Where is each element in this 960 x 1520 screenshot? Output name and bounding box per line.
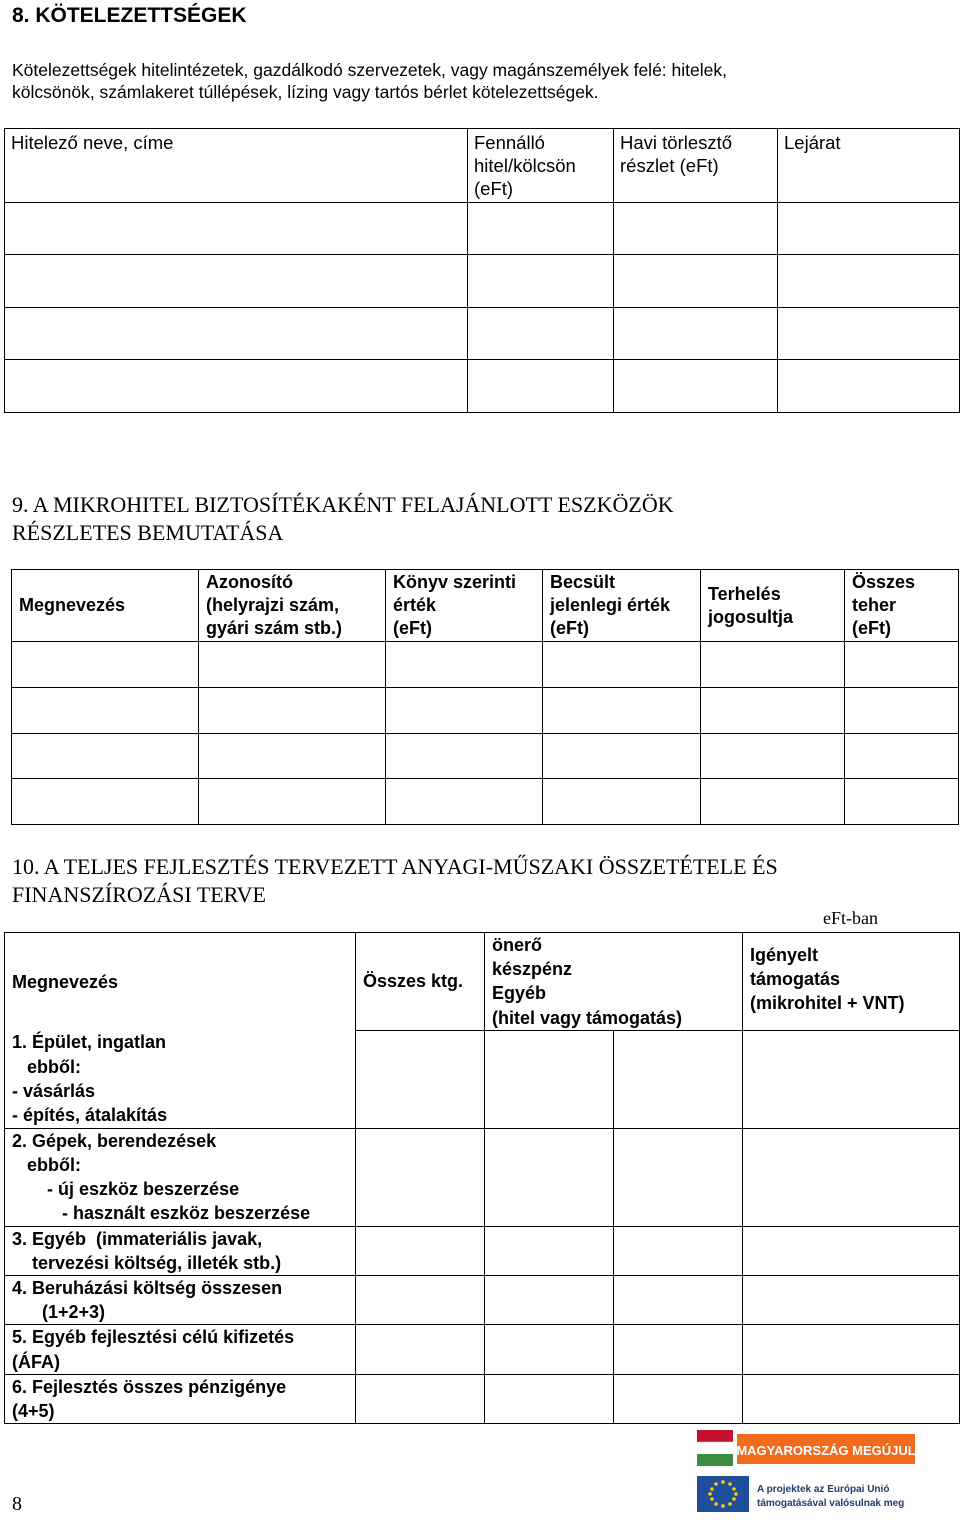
table-cell[interactable] (743, 1128, 960, 1226)
table-cell[interactable] (743, 1226, 960, 1275)
header-estimated-value: Becsült jelenlegi érték (eFt) (543, 570, 701, 642)
table-cell[interactable] (701, 688, 845, 734)
table-cell[interactable] (12, 734, 199, 779)
collateral-table (11, 569, 959, 825)
table-cell[interactable] (614, 255, 778, 308)
row-label-investment-total: 4. Beruházási költség összesen (1+2+3) (5, 1276, 356, 1325)
table-cell[interactable] (743, 1325, 960, 1374)
table-cell[interactable] (468, 203, 614, 255)
row-label-other: 3. Egyéb (immateriális javak, tervezési költség, illeték stb.) (5, 1226, 356, 1275)
header-requested-support: Igényelt támogatás (mikrohitel + VNT) (743, 933, 960, 1031)
table-cell[interactable] (485, 1325, 614, 1374)
table-cell[interactable] (5, 308, 468, 360)
title-line: FINANSZÍROZÁSI TERVE (12, 882, 266, 907)
table-cell[interactable] (845, 688, 959, 734)
table-cell[interactable] (743, 1374, 960, 1423)
header-outstanding-loan: Fennálló hitel/kölcsön (eFt) (468, 129, 614, 203)
table-cell[interactable] (386, 734, 543, 779)
financing-table (4, 932, 960, 1424)
table-cell[interactable] (845, 779, 959, 825)
table-cell[interactable] (356, 1374, 485, 1423)
table-cell[interactable] (356, 1128, 485, 1226)
table-cell[interactable] (543, 734, 701, 779)
table-row (5, 1325, 960, 1374)
flag-stripe-white-icon (697, 1442, 733, 1454)
table-row (5, 203, 960, 255)
table-row (12, 642, 959, 688)
table-cell[interactable] (12, 779, 199, 825)
table-cell[interactable] (778, 360, 960, 413)
header-identifier: Azonosító (helyrajzi szám, gyári szám stb.) (199, 570, 386, 642)
table-cell[interactable] (614, 1030, 743, 1128)
table-cell[interactable] (356, 1276, 485, 1325)
table-cell[interactable] (778, 203, 960, 255)
table-cell[interactable] (12, 688, 199, 734)
new-hungary-eu-logo (697, 1430, 917, 1516)
table-cell[interactable] (356, 1030, 485, 1128)
table-row (5, 360, 960, 413)
table-cell[interactable] (5, 203, 468, 255)
table-cell[interactable] (199, 688, 386, 734)
table-cell[interactable] (614, 308, 778, 360)
section-8-intro (12, 59, 727, 103)
unit-note: eFt-ban (823, 908, 878, 928)
table-cell[interactable] (5, 360, 468, 413)
header-own-funds: önerő készpénz Egyéb (hitel vagy támogatás) (485, 933, 743, 1031)
table-cell[interactable] (386, 642, 543, 688)
table-cell[interactable] (386, 779, 543, 825)
header-name: Megnevezés (12, 570, 199, 642)
table-cell[interactable] (468, 308, 614, 360)
row-label-vat: 5. Egyéb fejlesztési célú kifizetés (ÁFA) (5, 1325, 356, 1374)
table-cell[interactable] (701, 642, 845, 688)
table-cell[interactable] (743, 1276, 960, 1325)
header-book-value: Könyv szerinti érték (eFt) (386, 570, 543, 642)
table-cell[interactable] (485, 1226, 614, 1275)
section-10-title (12, 853, 778, 909)
table-row (5, 255, 960, 308)
section-8-title: 8. KÖTELEZETTSÉGEK (12, 4, 247, 27)
table-row (5, 1030, 960, 1128)
title-line: RÉSZLETES BEMUTATÁSA (12, 520, 284, 545)
table-row (5, 1226, 960, 1275)
table-cell[interactable] (485, 1128, 614, 1226)
table-cell[interactable] (614, 1276, 743, 1325)
flag-stripe-green-icon (697, 1454, 733, 1466)
table-cell[interactable] (614, 1128, 743, 1226)
table-row (12, 688, 959, 734)
liabilities-header-row (5, 129, 960, 203)
table-cell[interactable] (614, 1226, 743, 1275)
table-row (5, 1374, 960, 1423)
table-cell[interactable] (543, 642, 701, 688)
section-9-title (12, 491, 674, 547)
table-cell[interactable] (199, 734, 386, 779)
header-creditor: Hitelező neve, címe (5, 129, 468, 203)
table-cell[interactable] (5, 255, 468, 308)
flag-stripe-red-icon (697, 1430, 733, 1442)
table-cell[interactable] (12, 642, 199, 688)
table-cell[interactable] (614, 1325, 743, 1374)
table-cell[interactable] (543, 779, 701, 825)
header-monthly-installment: Havi törlesztő részlet (eFt) (614, 129, 778, 203)
row-label-machinery: 2. Gépek, berendezések ebből: - új eszköz beszerzése - használt eszköz beszerzése (5, 1128, 356, 1226)
intro-line: Kötelezettségek hitelintézetek, gazdálkodó szervezetek, vagy magánszemélyek felé: hitelek, (12, 60, 727, 80)
table-cell[interactable] (614, 360, 778, 413)
svg-text:támogatásával valósulnak meg: támogatásával valósulnak meg (757, 1498, 905, 1509)
page-number: 8 (12, 1493, 22, 1515)
table-row (12, 734, 959, 779)
table-cell[interactable] (614, 1374, 743, 1423)
table-cell[interactable] (701, 779, 845, 825)
table-cell[interactable] (485, 1374, 614, 1423)
liabilities-table (4, 128, 960, 413)
svg-text:MAGYARORSZÁG MEGÚJUL: MAGYARORSZÁG MEGÚJUL (736, 1443, 916, 1458)
title-line: 9. A MIKROHITEL BIZTOSÍTÉKAKÉNT FELAJÁNLOTT ESZKÖZÖK (12, 492, 674, 517)
table-cell[interactable] (743, 1030, 960, 1128)
header-maturity: Lejárat (778, 129, 960, 203)
row-label-building: 1. Épület, ingatlan ebből: - vásárlás - építés, átalakítás (5, 1030, 356, 1128)
table-row (5, 1276, 960, 1325)
financing-header-row (5, 933, 960, 1031)
table-row (5, 308, 960, 360)
table-cell[interactable] (485, 1030, 614, 1128)
table-cell[interactable] (356, 1226, 485, 1275)
intro-line: kölcsönök, számlakeret túllépések, lízing vagy tartós bérlet kötelezettségek. (12, 82, 599, 102)
table-cell[interactable] (485, 1276, 614, 1325)
table-cell[interactable] (468, 360, 614, 413)
table-row (5, 1128, 960, 1226)
table-cell[interactable] (386, 688, 543, 734)
table-cell[interactable] (199, 642, 386, 688)
table-cell[interactable] (468, 255, 614, 308)
collateral-header-row (12, 570, 959, 642)
header-encumbrance-holder: Terhelés jogosultja (701, 570, 845, 642)
table-cell[interactable] (543, 688, 701, 734)
table-cell[interactable] (845, 642, 959, 688)
header-total-encumbrance: Összes teher (eFt) (845, 570, 959, 642)
svg-text:A projektek az Európai Unió: A projektek az Európai Unió (757, 1484, 890, 1495)
table-row (12, 779, 959, 825)
table-cell[interactable] (845, 734, 959, 779)
table-cell[interactable] (614, 203, 778, 255)
header-total-cost: Összes ktg. (356, 933, 485, 1031)
title-line: 10. A TELJES FEJLESZTÉS TERVEZETT ANYAGI-MŰSZAKI ÖSSZETÉTELE ÉS (12, 854, 778, 879)
table-cell[interactable] (701, 734, 845, 779)
table-cell[interactable] (778, 308, 960, 360)
table-cell[interactable] (356, 1325, 485, 1374)
table-cell[interactable] (778, 255, 960, 308)
header-name: Megnevezés (5, 933, 356, 1031)
table-cell[interactable] (199, 779, 386, 825)
row-label-total-need: 6. Fejlesztés összes pénzigénye (4+5) (5, 1374, 356, 1423)
